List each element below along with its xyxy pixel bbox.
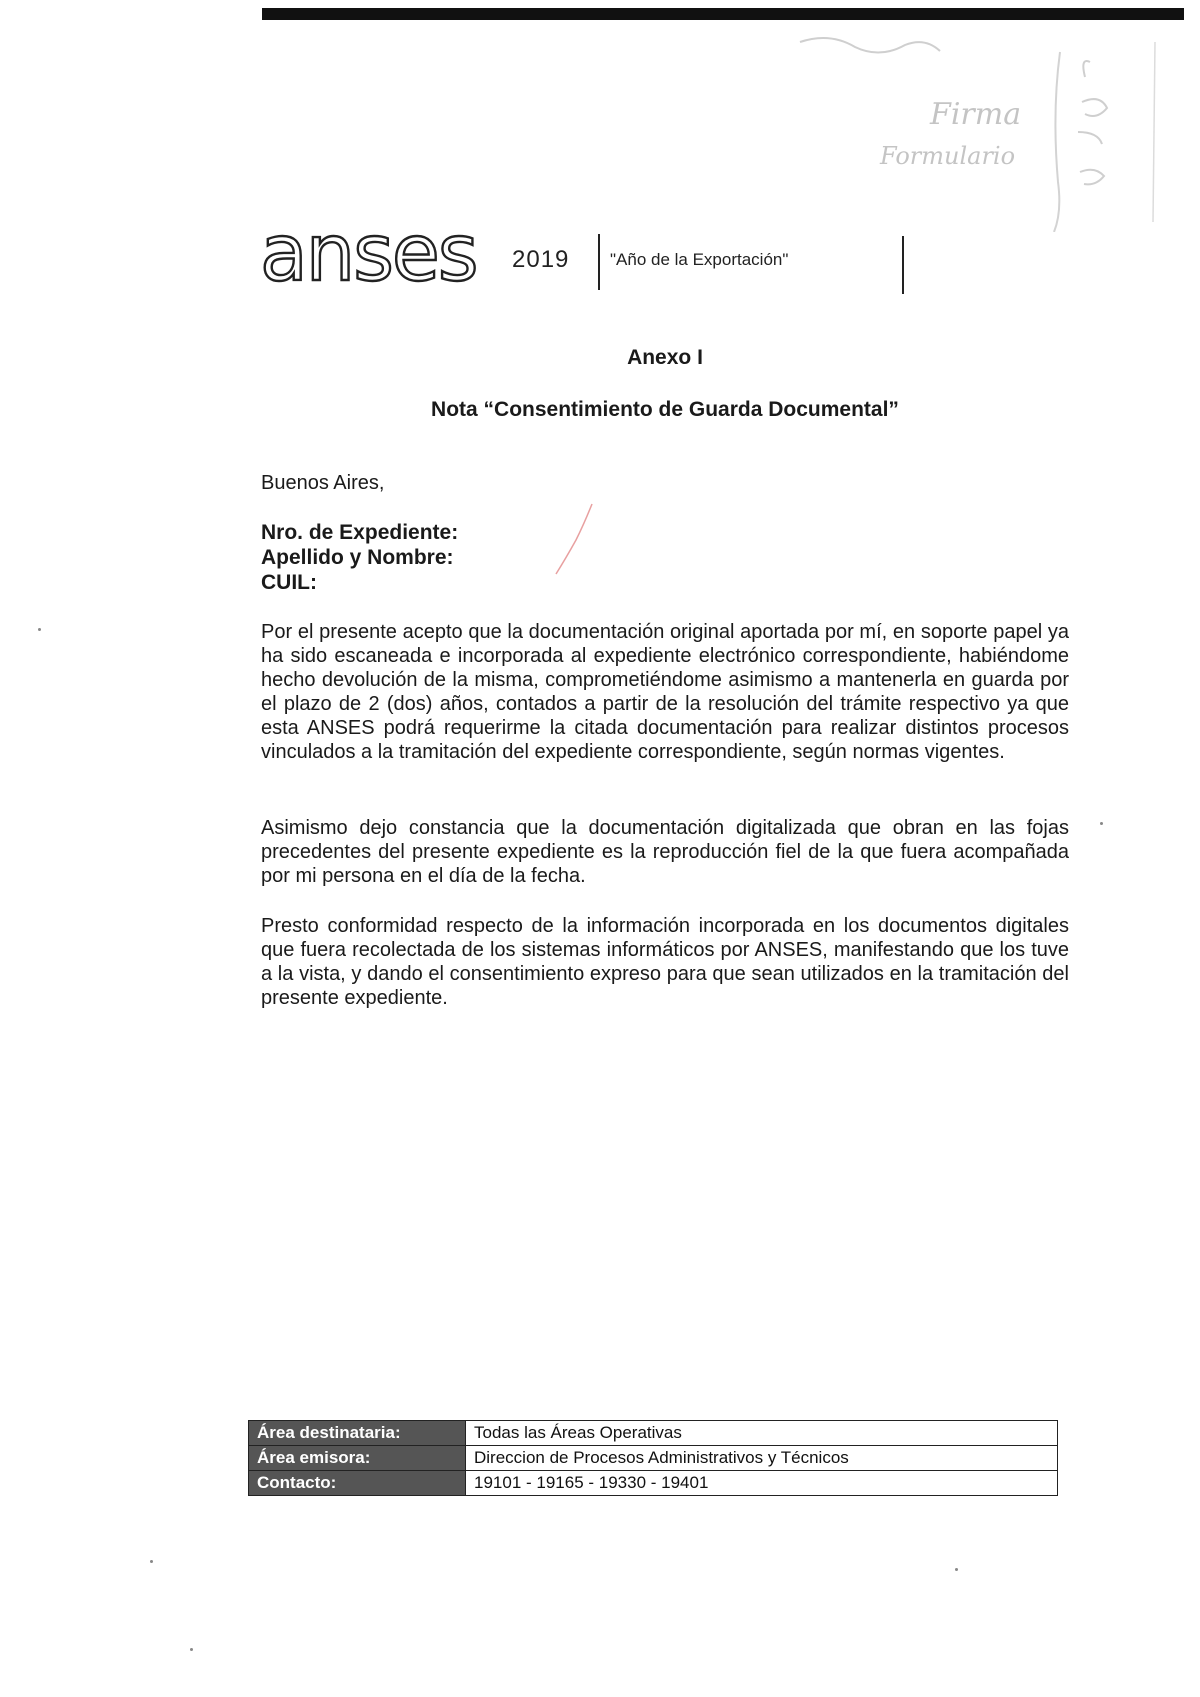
table-label: Área destinataria: xyxy=(249,1421,466,1446)
table-row xyxy=(249,1421,1058,1446)
table-row xyxy=(249,1471,1058,1496)
table-row xyxy=(249,1446,1058,1471)
handwritten-word-firma: Firma xyxy=(930,97,1022,132)
handwritten-word-formulario: Formulario xyxy=(880,142,1016,170)
scan-speck xyxy=(190,1648,193,1651)
paragraph-constancia: Asimismo dejo constancia que la documentación digitalizada que obran en las fojas precedentes del presente expediente es la reproducción fiel de la que fuera acompañada por mi persona en el día de la fecha. xyxy=(261,817,1069,887)
city-line: Buenos Aires, xyxy=(261,472,385,494)
form-fields xyxy=(261,520,458,595)
table-value: Direccion de Procesos Administrativos y Técnicos xyxy=(466,1446,1058,1471)
header-motto: "Año de la Exportación" xyxy=(610,250,789,269)
field-expediente: Nro. de Expediente: xyxy=(261,521,459,544)
annex-title: Anexo I xyxy=(627,346,703,369)
header-divider-right xyxy=(902,236,904,294)
header-divider-left xyxy=(598,234,600,290)
scan-speck xyxy=(150,1560,153,1563)
scan-speck xyxy=(955,1568,958,1571)
scan-speck xyxy=(38,628,41,631)
table-label: Contacto: xyxy=(249,1471,466,1496)
paragraph-consent: Por el presente acepto que la documentación original aportada por mí, en soporte papel ya ha sido escaneada e incorporada al expediente electrónico correspondiente, habiéndome hecho devolución de la misma, comprometiéndome asimismo a mantenerla en guarda por el plazo de 2 (dos) años, contados a partir de la resolución del trámite respectivo ya que esta ANSES podrá requerirme la citada documentación para realizar distintos procesos vinculados a la tramitación del expediente correspondiente, según normas vigentes. xyxy=(261,621,1069,763)
scan-top-edge xyxy=(262,8,1184,20)
routing-info-table xyxy=(248,1420,1058,1496)
table-value: Todas las Áreas Operativas xyxy=(466,1421,1058,1446)
table-label: Área emisora: xyxy=(249,1446,466,1471)
paragraph-conformidad: Presto conformidad respecto de la información incorporada en los documentos digitales que fuera recolectada de los sistemas informáticos por ANSES, manifestando que los tuve a la vista, y dando el consentimiento expreso para que sean utilizados en la tramitación del presente expediente. xyxy=(261,915,1069,1009)
table-value: 19101 - 19165 - 19330 - 19401 xyxy=(466,1471,1058,1496)
red-pen-mark xyxy=(548,500,598,580)
anses-logo-text: anses xyxy=(260,222,477,290)
document-title: Nota “Consentimiento de Guarda Documental” xyxy=(431,398,899,421)
anses-logo xyxy=(258,222,494,290)
field-apellido-nombre: Apellido y Nombre: xyxy=(261,546,454,569)
field-cuil: CUIL: xyxy=(261,571,317,594)
header-year: 2019 xyxy=(512,246,570,273)
scan-speck xyxy=(1100,822,1103,825)
handwritten-annotation xyxy=(760,22,1180,232)
